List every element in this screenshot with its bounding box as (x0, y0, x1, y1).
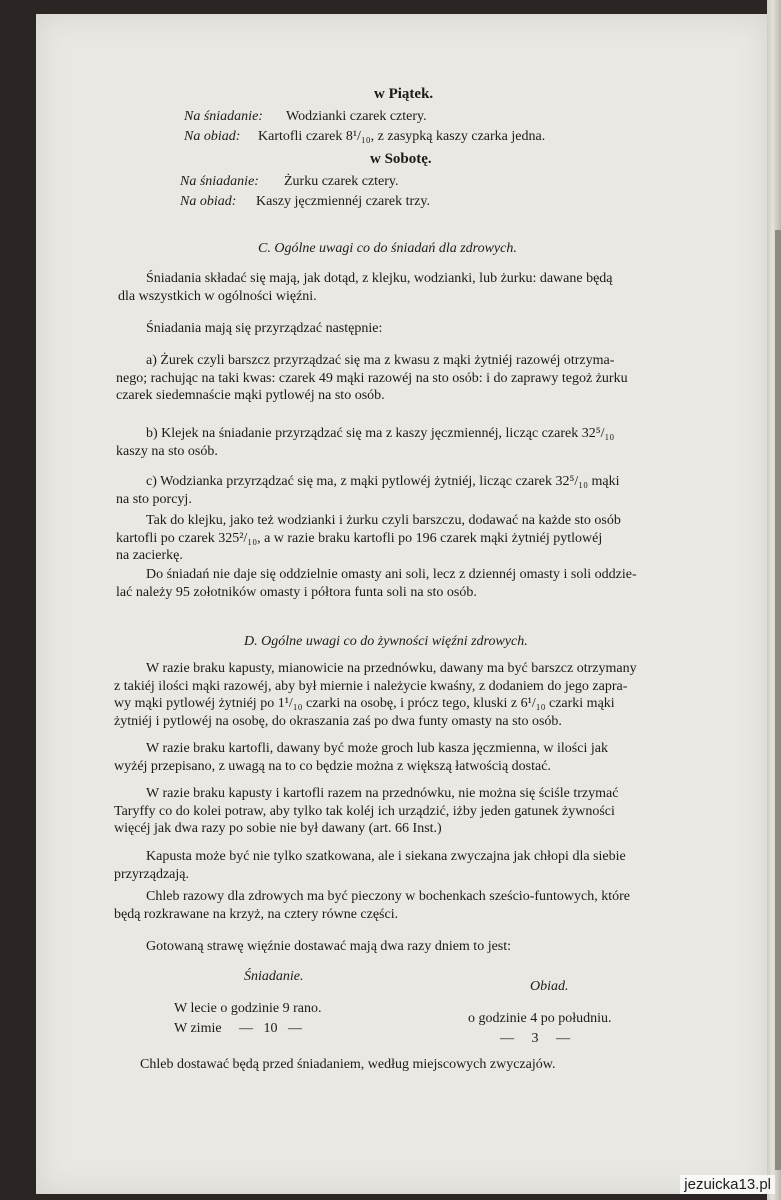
friday-dinner-label: Na obiad: (184, 129, 241, 144)
text-line: kaszy na sto osób. (116, 443, 218, 459)
text-line: Tak do klejku, jako też wodzianki i żurku czyli barszczu, dodawać na każde sto osób (146, 513, 621, 528)
saturday-breakfast-label: Na śniadanie: (180, 174, 259, 189)
section-c-paragraph-1 (118, 270, 710, 305)
saturday-heading: w Sobotę. (370, 151, 432, 167)
text-line: wy mąki pytlowéj żytniéj po 1¹/₁₀ czarki na osobę, i prócz tego, kluski z 6¹/₁₀ czarki mąki (114, 696, 615, 711)
section-d-paragraph-6: Gotowaną strawę więźnie dostawać mają dwa razy dniem to jest: (146, 939, 512, 954)
text-line: na sto porcyj. (116, 491, 192, 507)
text-line: Śniadania składać się mają, jak dotąd, z klejku, wodzianki, lub żurku: dawane będą (146, 271, 613, 286)
document-page (36, 14, 768, 1194)
closing-paragraph: Chleb dostawać będą przed śniadaniem, według miejscowych zwyczajów. (140, 1057, 556, 1072)
friday-breakfast-text: Wodzianki czarek cztery. (286, 109, 427, 124)
section-c-paragraph-a (116, 352, 716, 405)
text-line: przyrządzają. (114, 866, 189, 882)
text-line: a) Żurek czyli barszcz przyrządzać się ma z kwasu z mąki żytniéj razowéj otrzyma- (146, 353, 615, 368)
text-line: b) Klejek na śniadanie przyrządzać się ma z kaszy jęczmiennéj, licząc czarek 32⁵/₁₀ (146, 426, 615, 441)
schedule-breakfast-header: Śniadanie. (244, 969, 304, 984)
saturday-dinner-label: Na obiad: (180, 194, 237, 209)
text-line: nego; rachując na taki kwas: czarek 49 mąki razowéj na sto osób: i do zaprawy tegoż żurku (116, 370, 628, 386)
schedule-dinner-header: Obiad. (530, 979, 569, 994)
text-line: Chleb razowy dla zdrowych ma być pieczony w bochenkach sześcio-funtowych, które (146, 889, 630, 904)
text-line: czarek siedemnaście mąki pytlowéj na sto osób. (116, 388, 385, 403)
section-d-title: D. Ogólne uwagi co do żywności więźni zdrowych. (244, 634, 528, 649)
section-c-paragraph-4 (116, 566, 716, 601)
text-line: na zacierkę. (116, 548, 183, 563)
friday-heading: w Piątek. (374, 86, 434, 102)
section-d-paragraph-1 (114, 660, 714, 730)
saturday-breakfast-text: Żurku czarek cztery. (284, 174, 399, 189)
friday-dinner-text: Kartofli czarek 8¹/₁₀, z zasypką kaszy czarka jedna. (258, 129, 546, 144)
text-line: będą rozkrawane na krzyż, na cztery równe części. (114, 906, 399, 922)
text-line: więcéj jak dwa razy po sobie nie był dawany (art. 66 Inst.) (114, 821, 442, 836)
text-line: Do śniadań nie daje się oddzielnie omasty ani soli, lecz z dziennéj omasty i soli oddzie- (146, 567, 637, 582)
section-d-paragraph-3 (114, 785, 714, 838)
page-edge-shadow (775, 230, 781, 1170)
text-line: Taryffy co do kolei potraw, aby tylko tak koléj ich urządzić, iżby jeden gatunek żywności (114, 803, 615, 819)
schedule-summer-breakfast: W lecie o godzinie 9 rano. (174, 1001, 322, 1016)
schedule-winter-breakfast: W zimie — 10 — (174, 1021, 303, 1036)
section-d-paragraph-4 (114, 848, 714, 883)
site-watermark: jezuicka13.pl (680, 1175, 775, 1194)
text-line: W razie braku kartofli, dawany być może groch lub kasza jęczmienna, w ilości jak (146, 741, 608, 756)
text-line: wyżéj przepisano, z uwagą na to co będzie można z większą łatwością dostać. (114, 758, 551, 774)
section-d-paragraph-5 (114, 888, 714, 923)
saturday-dinner-text: Kaszy jęczmiennéj czarek trzy. (256, 194, 430, 209)
text-line: dla wszystkich w ogólności więźni. (118, 288, 317, 304)
section-c-paragraph-3 (116, 512, 716, 565)
text-line: lać należy 95 zołotników omasty i półtora funta soli na sto osób. (116, 584, 477, 600)
section-c-paragraph-c (116, 473, 716, 508)
text-line: kartofli po czarek 325²/₁₀, a w razie braku kartofli po 196 czarek mąki żytniéj pytlowéj (116, 530, 603, 546)
section-d-paragraph-2 (114, 740, 714, 775)
text-line: W razie braku kapusty i kartofli razem na przednówku, nie można się ściśle trzymać (146, 786, 619, 801)
text-line: żytniéj i pytlowéj na osobę, do okraszania zaś po dwa funty omasty na sto osób. (114, 713, 562, 729)
section-c-title: C. Ogólne uwagi co do śniadań dla zdrowych. (258, 241, 517, 256)
text-line: W razie braku kapusty, mianowicie na przednówku, dawany ma być barszcz otrzymany (146, 661, 637, 676)
section-c-paragraph-2: Śniadania mają się przyrządzać następnie: (146, 321, 383, 336)
text-line: Kapusta może być nie tylko szatkowana, ale i siekana zwyczajna jak chłopi dla siebie (146, 849, 626, 864)
text-line: c) Wodzianka przyrządzać się ma, z mąki pytlowéj żytniéj, licząc czarek 32⁵/₁₀ mąki (146, 474, 620, 489)
section-c-paragraph-b (116, 425, 716, 460)
schedule-summer-dinner: o godzinie 4 po południu. (468, 1011, 612, 1026)
text-line: z takiéj ilości mąki razowéj, aby był miernie i należycie kwaśny, z dodaniem do jego zapra- (114, 678, 628, 694)
schedule-winter-dinner: — 3 — (500, 1031, 570, 1046)
friday-breakfast-label: Na śniadanie: (184, 109, 263, 124)
